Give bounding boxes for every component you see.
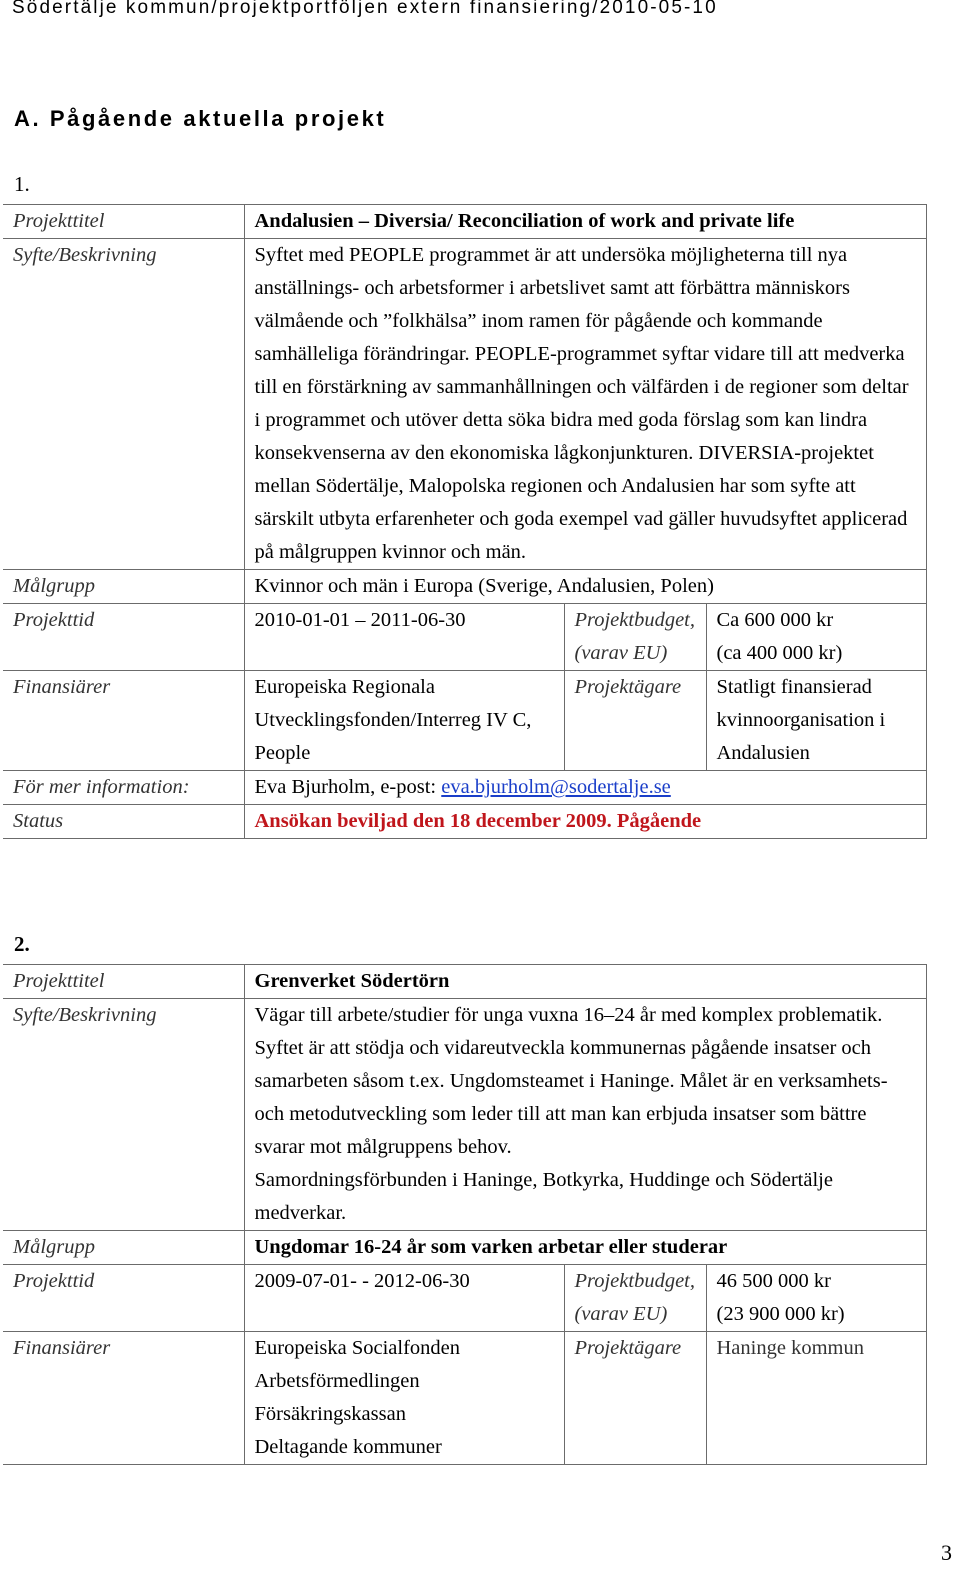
label-target: Målgrupp: [3, 1231, 244, 1265]
label-title: Projekttitel: [3, 205, 244, 239]
project-owner: Haninge kommun: [706, 1332, 926, 1465]
label-owner: Projektägare: [564, 671, 706, 771]
project-table-2: [3, 964, 927, 1465]
label-funders: Finansiärer: [3, 1332, 244, 1465]
project-number: 1.: [14, 172, 30, 196]
page-number: 3: [941, 1540, 952, 1565]
label-period: Projekttid: [3, 1265, 244, 1332]
row-more-info: [3, 771, 926, 805]
row-description: [3, 999, 926, 1231]
project-period: 2009-07-01- - 2012-06-30: [244, 1265, 564, 1332]
row-funders: [3, 1332, 926, 1465]
description-paragraph: Vägar till arbete/studier för unga vuxna 16–24 år med komplex problematik. Syftet är att stödja och vidareutveckla kommunernas pågående insatser och samarbeten såsom t.ex. Ungdomsteamet i Haninge. Målet är en verksamhets- och metodutveckling som leder till att man kan erbjuda insatser som bättre svarar mot målgruppens behov.: [254, 1004, 888, 1158]
project-table-1: [3, 204, 927, 839]
project-target: Ungdomar 16-24 år som varken arbetar eller studerar: [244, 1231, 926, 1265]
document-header: Södertälje kommun/projektportföljen extern finansiering/2010-05-10: [12, 0, 718, 18]
row-period: [3, 604, 926, 671]
project-number: 2.: [14, 932, 30, 956]
label-target: Målgrupp: [3, 570, 244, 604]
row-title: [3, 965, 926, 999]
budget-eu: (ca 400 000 kr): [716, 642, 843, 664]
project-contact: [244, 771, 926, 805]
label-budget-main: Projektbudget,: [574, 1270, 695, 1292]
project-owner: Statligt finansierad kvinnoorganisation i Andalusien: [706, 671, 926, 771]
label-owner: Projektägare: [564, 1332, 706, 1465]
label-description: Syfte/Beskrivning: [3, 999, 244, 1231]
row-target: [3, 1231, 926, 1265]
project-budget: [706, 604, 926, 671]
budget-total: 46 500 000 kr: [716, 1270, 831, 1292]
label-budget-eu: (varav EU): [574, 642, 668, 664]
project-target: Kvinnor och män i Europa (Sverige, Andalusien, Polen): [244, 570, 926, 604]
section-title: A. Pågående aktuella projekt: [14, 106, 387, 131]
funder-item: Försäkringskassan: [254, 1403, 406, 1425]
label-budget: [564, 1265, 706, 1332]
project-budget: [706, 1265, 926, 1332]
project-status: Ansökan beviljad den 18 december 2009. Pågående: [244, 805, 926, 839]
project-description: Syftet med PEOPLE programmet är att undersöka möjligheterna till nya anställnings- och arbetsformer i arbetslivet samt att förbättra människors välmående och ”folkhälsa” inom ramen för pågående och kommande samhälleliga förändringar. PEOPLE-programmet syftar vidare till att medverka till en förstärkning av sammanhållningen och välfärden i de regioner som deltar i programmet och utöver detta söka bidra med goda förslag som kan lindra konsekvenserna av den ekonomiska lågkonjunkturen. DIVERSIA-projektet mellan Södertälje, Malopolska regionen och Andalusien har som syfte att särskilt utbyta erfarenheter och goda exempel vad gäller huvudsyftet applicerad på målgruppen kvinnor och män.: [244, 239, 926, 570]
label-budget-eu: (varav EU): [574, 1303, 668, 1325]
project-description: [244, 999, 926, 1231]
row-status: [3, 805, 926, 839]
project-title: Andalusien – Diversia/ Reconciliation of work and private life: [244, 205, 926, 239]
row-target: [3, 570, 926, 604]
project-funders: Europeiska Regionala Utvecklingsfonden/Interreg IV C, People: [244, 671, 564, 771]
funder-item: Deltagande kommuner: [254, 1436, 442, 1458]
row-funders: [3, 671, 926, 771]
label-period: Projekttid: [3, 604, 244, 671]
label-title: Projekttitel: [3, 965, 244, 999]
contact-email-link[interactable]: eva.bjurholm@sodertalje.se: [441, 776, 671, 798]
label-more-info: För mer information:: [3, 771, 244, 805]
row-description: [3, 239, 926, 570]
description-paragraph: Samordningsförbunden i Haninge, Botkyrka, Huddinge och Södertälje medverkar.: [254, 1169, 833, 1224]
row-title: [3, 205, 926, 239]
project-period: 2010-01-01 – 2011-06-30: [244, 604, 564, 671]
label-budget: [564, 604, 706, 671]
label-description: Syfte/Beskrivning: [3, 239, 244, 570]
contact-name: Eva Bjurholm, e-post:: [254, 776, 442, 798]
row-period: [3, 1265, 926, 1332]
project-funders: [244, 1332, 564, 1465]
label-funders: Finansiärer: [3, 671, 244, 771]
funder-item: Arbetsförmedlingen: [254, 1370, 420, 1392]
budget-total: Ca 600 000 kr: [716, 609, 834, 631]
label-budget-main: Projektbudget,: [574, 609, 695, 631]
project-title: Grenverket Södertörn: [244, 965, 926, 999]
funder-item: Europeiska Socialfonden: [254, 1337, 461, 1359]
label-status: Status: [3, 805, 244, 839]
budget-eu: (23 900 000 kr): [716, 1303, 845, 1325]
